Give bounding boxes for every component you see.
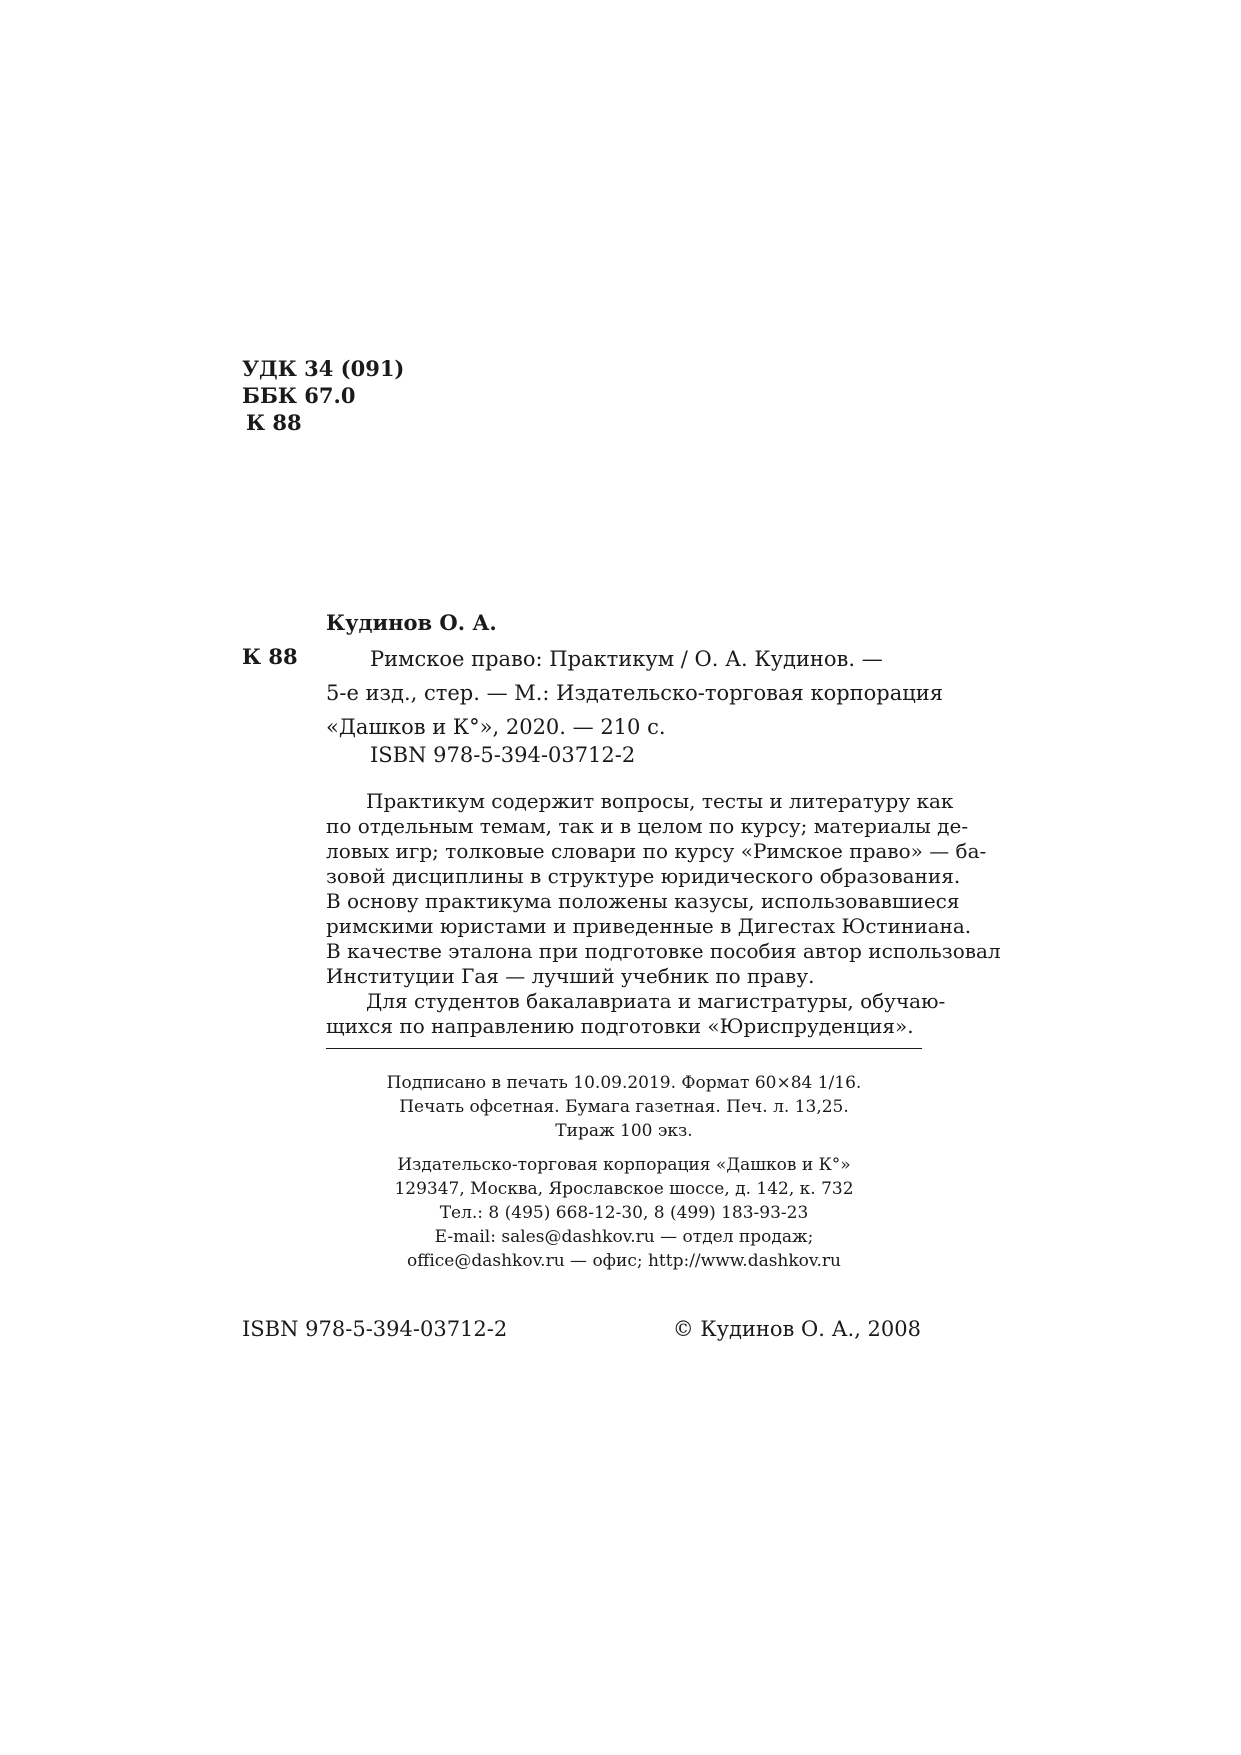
abstract-text: Для студентов бакалавриата и магистратуры, обучаю- [366, 989, 946, 1013]
publisher-line: 129347, Москва, Ярославское шоссе, д. 142, к. 732 [394, 1179, 854, 1199]
record-isbn: ISBN 978-5-394-03712-2 [370, 743, 636, 767]
abstract-text: по отдельным темам, так и в целом по курсу; материалы де- [326, 814, 969, 838]
description-text: 5-е изд., стер. — М.: Издательско-торговая корпорация [326, 681, 944, 705]
bbk-code: ББК 67.0 [242, 383, 356, 408]
record-author-mark: К 88 [242, 644, 298, 669]
abstract-text: В качестве эталона при подготовке пособия автор использовал [326, 939, 1001, 963]
udk-code: УДК 34 (091) [242, 356, 405, 381]
abstract-line [326, 864, 961, 889]
publisher-line: Издательско-торговая корпорация «Дашков и К°» [397, 1155, 851, 1175]
abstract-text: Практикум содержит вопросы, тесты и литературу как [366, 789, 954, 813]
description-line [326, 710, 921, 744]
author-heading: Кудинов О. А. [326, 610, 497, 635]
abstract-line [326, 1014, 922, 1039]
abstract-line [326, 964, 922, 989]
abstract-text: ловых игр; толковые словари по курсу «Римское право» — ба- [326, 839, 987, 863]
print-line: Печать офсетная. Бумага газетная. Печ. л. 13,25. [399, 1097, 849, 1117]
abstract-text: Институции Гая — лучший учебник по праву. [326, 964, 815, 988]
abstract-text: римскими юристами и приведенные в Дигестах Юстиниана. [326, 914, 972, 938]
print-line: Тираж 100 экз. [555, 1121, 693, 1141]
print-line: Подписано в печать 10.09.2019. Формат 60×84 1/16. [386, 1073, 862, 1093]
divider-rule [326, 1048, 922, 1049]
abstract-text: В основу практикума положены казусы, использовавшиеся [326, 889, 960, 913]
abstract-line [326, 889, 960, 914]
abstract-line [326, 914, 972, 939]
author-mark: К 88 [246, 410, 302, 435]
publisher-details [326, 1153, 922, 1273]
abstract-line [326, 989, 946, 1014]
abstract-line [326, 789, 954, 814]
abstract-line [326, 839, 987, 864]
description-text: Римское право: Практикум / О. А. Кудинов. — [370, 647, 883, 671]
description-line [326, 642, 921, 676]
abstract-line [326, 939, 1001, 964]
publisher-line: E-mail: sales@dashkov.ru — отдел продаж; [434, 1227, 814, 1247]
abstract-text: щихся по направлению подготовки «Юриспруденция». [326, 1014, 914, 1038]
abstract-text: зовой дисциплины в структуре юридического образования. [326, 864, 961, 888]
abstract-line [326, 814, 969, 839]
publisher-line: Тел.: 8 (495) 668-12-30, 8 (499) 183-93-23 [439, 1203, 809, 1223]
bibliographic-description [326, 642, 944, 744]
abstract [326, 789, 1001, 1039]
print-details [326, 1071, 922, 1143]
publisher-line: office@dashkov.ru — офис; http://www.dashkov.ru [407, 1251, 841, 1271]
description-line [326, 676, 944, 710]
footer-isbn: ISBN 978-5-394-03712-2 [242, 1317, 508, 1341]
description-text: «Дашков и К°», 2020. — 210 с. [326, 715, 666, 739]
copyright: © Кудинов О. А., 2008 [672, 1317, 921, 1341]
